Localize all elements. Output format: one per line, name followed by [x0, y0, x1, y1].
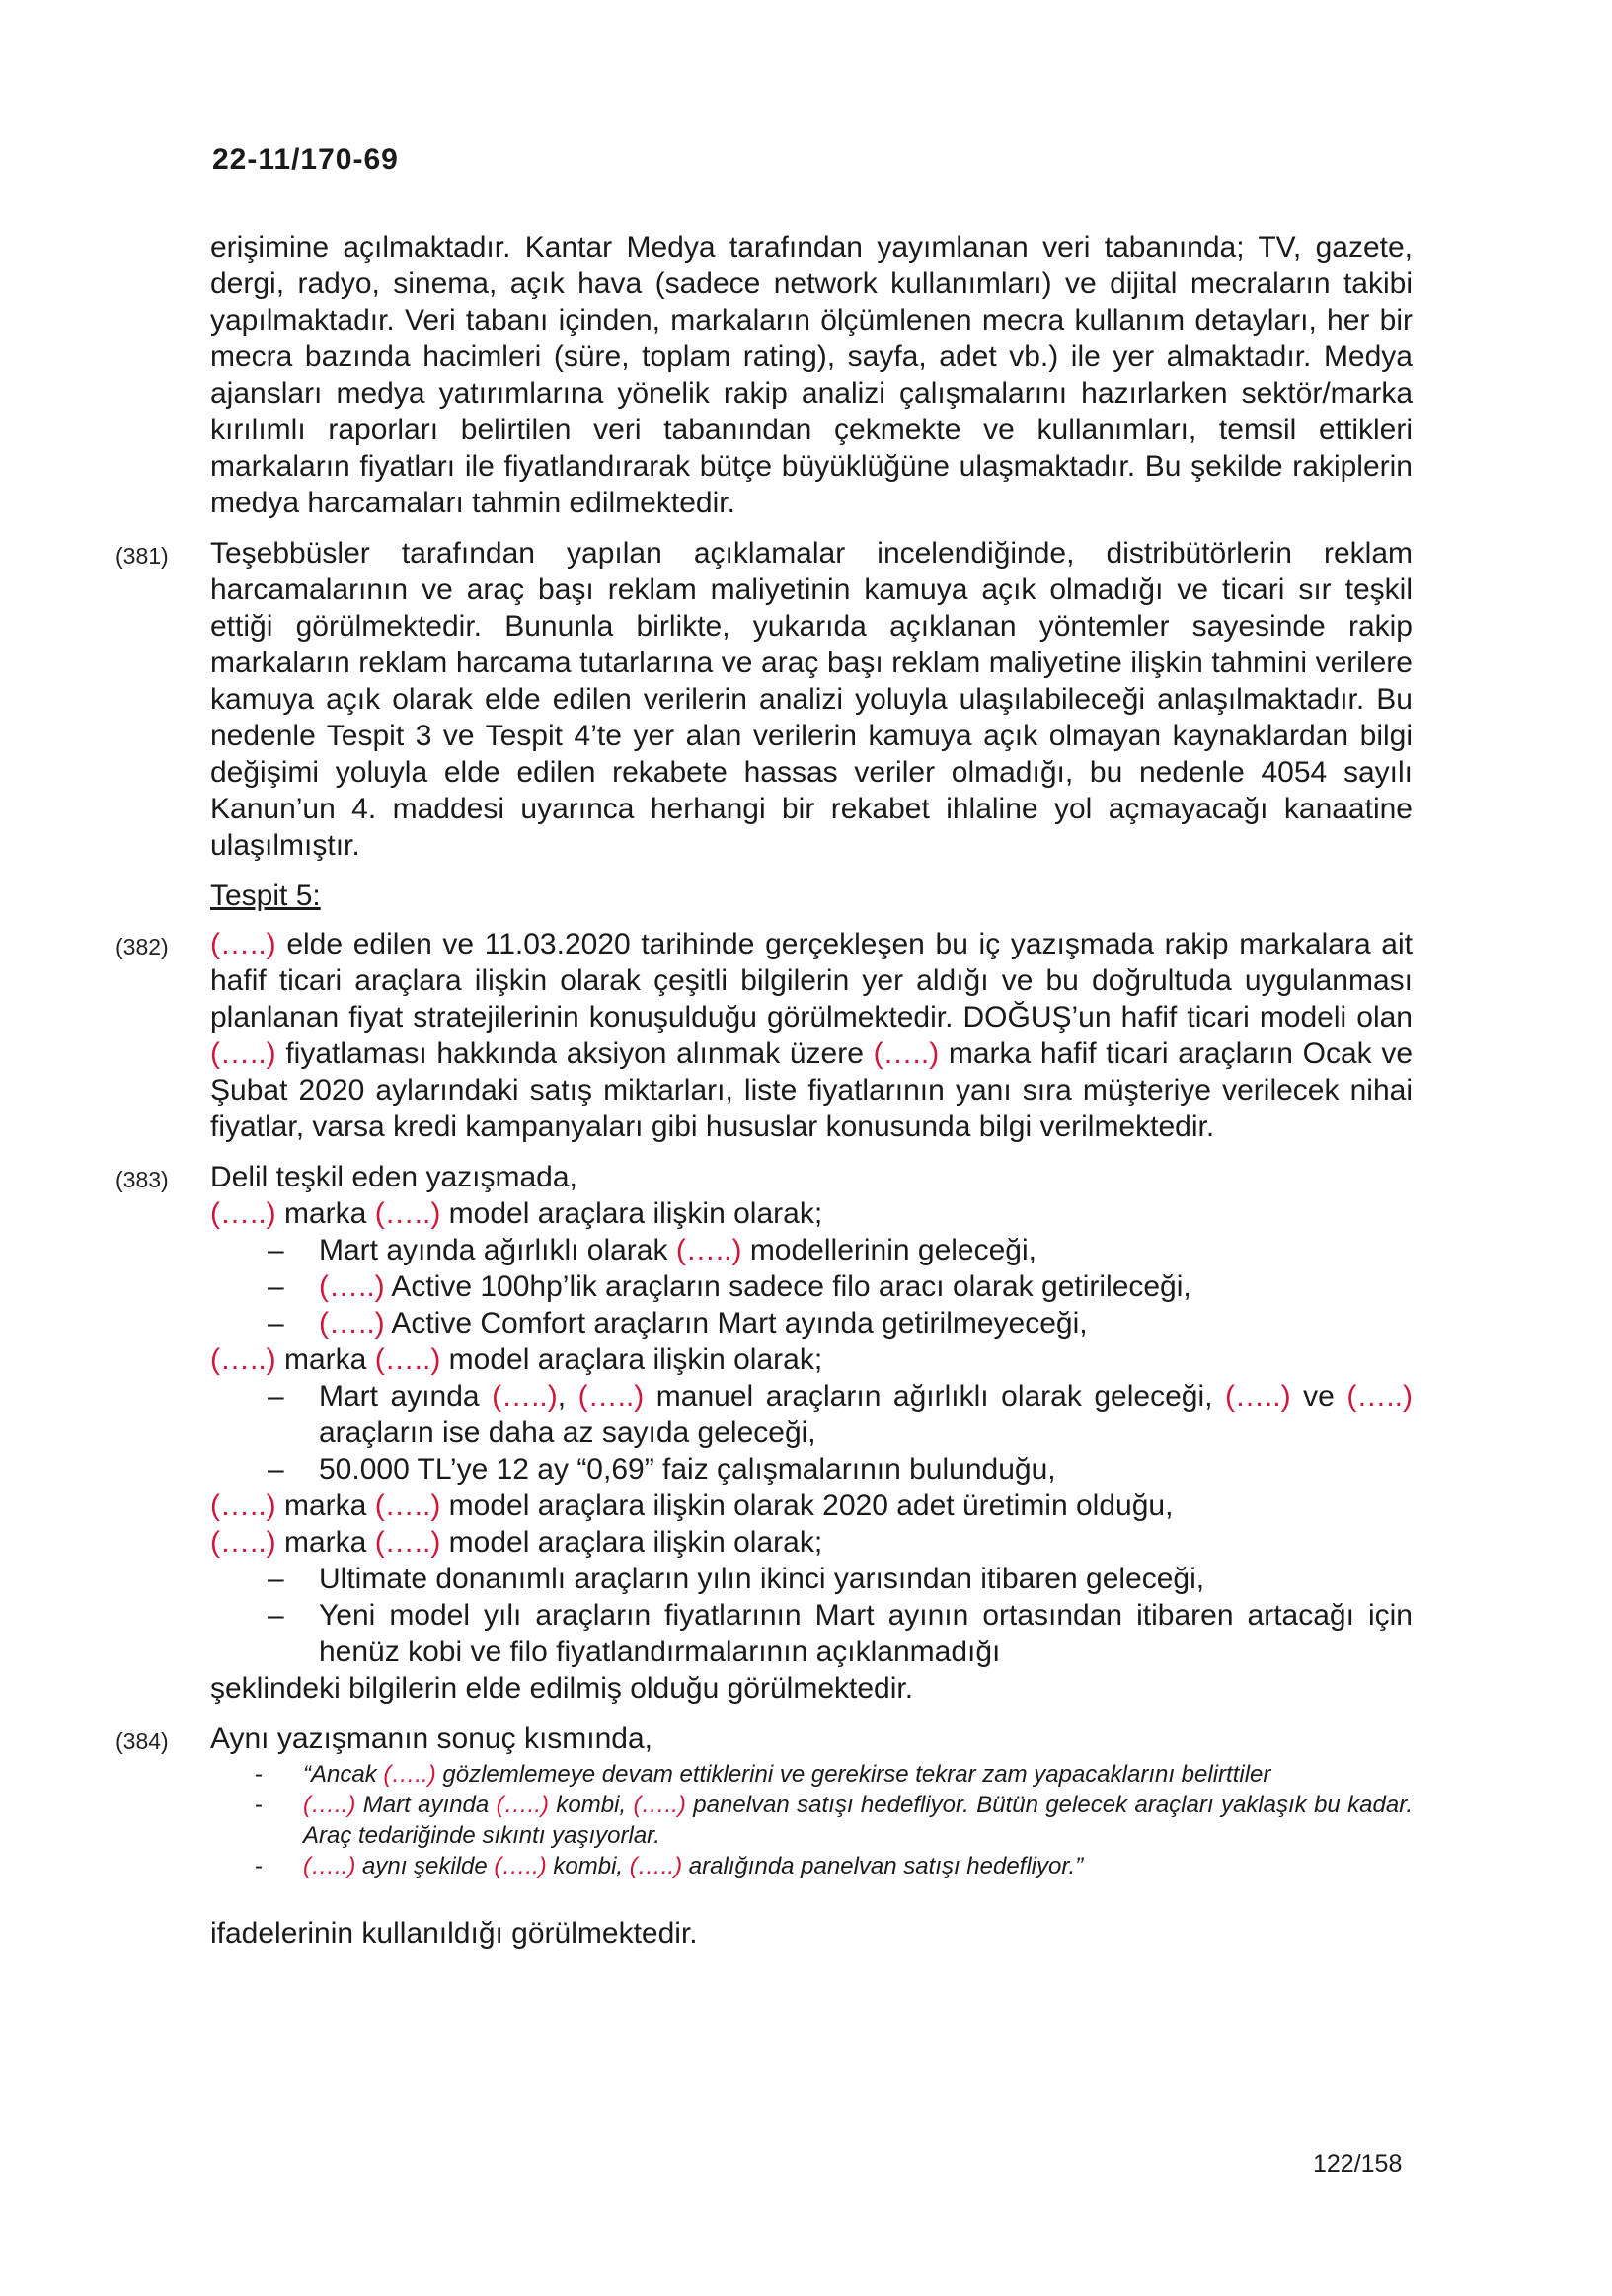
text: Active 100hp’lik araçların sadece filo aracı olarak getirileceği,: [384, 1270, 1191, 1303]
redaction: (…..): [374, 1526, 441, 1559]
text: aralığında panelvan satışı hedefliyor.”: [682, 1853, 1084, 1879]
redaction: (…..): [210, 928, 276, 960]
paragraph-text: marka hafif ticari araçların Ocak ve Şubat 2020 aylarındaki satış miktarları, liste fiyatlarının yanı sıra müşteriye verilecek nihai fiyatlar, varsa kredi kampanyaları gibi hususlar konusunda bilgi verilmektedir.: [210, 1037, 1413, 1143]
intro-paragraph: erişimine açılmaktadır. Kantar Medya tarafından yayımlanan veri tabanında; TV, gazete, dergi, radyo, sinema, açık hava (sadece network kullanımları) ve dijital mecraların takibi yapılmaktadır. Veri tabanı içinden, markaların ölçümlenen mecra kullanım detayları, her bir mecra bazında hacimleri (süre, toplam rating), sayfa, adet vb.) ile yer almaktadır. Medya ajansları medya yatırımlarına yönelik rakip analizi çalışmalarını hazırlarken sektör/marka kırılımlı raporları belirtilen veri tabanından çekmekte ve kullanımları, temsil ettikleri markaların fiyatları ile fiyatlandırarak bütçe büyüklüğüne ulaşmaktadır. Bu şekilde rakiplerin medya harcamaları tahmin edilmektedir.: [210, 231, 1413, 519]
list-item: [210, 1268, 1413, 1305]
redaction: (…..): [374, 1343, 441, 1376]
paragraph-text: Teşebbüsler tarafından yapılan açıklamalar incelendiğinde, distribütörlerin reklam harcamalarının ve araç başı reklam maliyetinin kamuya açık olmadığı ve ticari sır teşkil ettiği görülmektedir. Bununla birlikte, yukarıda açıklanan yöntemler sayesinde rakip markaların reklam harcama tutarlarına ve araç başı reklam maliyetine ilişkin tahmini verilere kamuya açık olarak elde edilen verilerin analizi yoluyla ulaşılabileceği anlaşılmaktadır. Bu nedenle Tespit 3 ve Tespit 4’te yer alan verilerin kamuya açık olmayan kaynaklardan bilgi değişimi yoluyla elde edilen rekabete hassas veriler olmadığı, bu nedenle 4054 sayılı Kanun’un 4. maddesi uyarınca herhangi bir rekabet ihlaline yol açmayacağı kanaatine ulaşılmıştır.: [210, 537, 1413, 862]
text: model araçlara ilişkin olarak;: [440, 1197, 823, 1230]
text: marka: [275, 1197, 375, 1230]
text: marka: [275, 1490, 375, 1522]
paragraph-number: (382): [115, 934, 169, 959]
redaction: (…..): [303, 1853, 356, 1879]
text: marka: [275, 1343, 375, 1376]
text: Mart ayında: [355, 1792, 497, 1818]
paragraph-text: fiyatlaması hakkında aksiyon alınmak üzere: [275, 1037, 874, 1070]
redaction: (…..): [1224, 1380, 1291, 1413]
text: aynı şekilde: [355, 1853, 495, 1879]
redaction: (…..): [496, 1792, 549, 1818]
redaction: (…..): [319, 1307, 385, 1339]
list-item: [210, 1232, 1413, 1268]
redaction: (…..): [374, 1197, 441, 1230]
redaction: (…..): [383, 1761, 436, 1788]
paragraph-number: (383): [115, 1167, 169, 1192]
redaction: (…..): [210, 1343, 276, 1376]
redaction: (…..): [633, 1792, 686, 1818]
dash-marker: -: [255, 1761, 263, 1788]
text: araçların ise daha az sayıda geleceği,: [319, 1416, 816, 1449]
paragraph-384: [115, 1721, 1413, 1952]
text: Mart ayında: [319, 1380, 493, 1413]
text: kombi,: [549, 1792, 634, 1818]
redaction: (…..): [303, 1792, 356, 1818]
redaction: (…..): [210, 1037, 276, 1070]
paragraph-closing: ifadelerinin kullanıldığı görülmektedir.: [210, 1917, 698, 1950]
text: gözlemlemeye devam ettiklerini ve gerekirse tekrar zam yapacaklarını belirttiler: [435, 1761, 1271, 1788]
quote-list: [210, 1759, 1413, 1881]
redaction: (…..): [629, 1853, 683, 1879]
brand-line: [210, 1195, 1413, 1232]
redaction: (…..): [210, 1197, 276, 1230]
text: model araçlara ilişkin olarak 2020 adet üretimin olduğu,: [440, 1490, 1174, 1522]
text: modellerinin geleceği,: [741, 1234, 1036, 1266]
text: manuel araçların ağırlıklı olarak geleceği,: [644, 1380, 1225, 1413]
list-item: [210, 1597, 1413, 1670]
text: marka: [275, 1526, 375, 1559]
dash-marker: –: [268, 1380, 284, 1413]
brand-line: [210, 1488, 1413, 1524]
dash-marker: –: [268, 1234, 284, 1266]
text: kombi,: [546, 1853, 630, 1879]
redaction: (…..): [210, 1526, 276, 1559]
document-body: [115, 229, 1413, 1965]
redaction: (…..): [494, 1853, 547, 1879]
spacer: [210, 1881, 1413, 1915]
paragraph-number: (381): [115, 543, 169, 569]
dash-marker: -: [255, 1853, 263, 1879]
dash-marker: –: [268, 1599, 284, 1632]
redaction: (…..): [319, 1270, 385, 1303]
dash-marker: –: [268, 1453, 284, 1486]
paragraph-383: [115, 1159, 1413, 1707]
dash-marker: -: [255, 1792, 263, 1818]
redaction: (…..): [492, 1380, 558, 1413]
text: 50.000 TL’ye 12 ay “0,69” faiz çalışmalarının bulunduğu,: [319, 1453, 1056, 1486]
text: model araçlara ilişkin olarak;: [440, 1343, 823, 1376]
dash-marker: –: [268, 1270, 284, 1303]
redaction: (…..): [210, 1490, 276, 1522]
list-item: [210, 1451, 1413, 1488]
list-item: [210, 1378, 1413, 1451]
paragraph-closing: şeklindeki bilgilerin elde edilmiş olduğu görülmektedir.: [210, 1672, 914, 1705]
paragraph-intro: Aynı yazışmanın sonuç kısmında,: [210, 1722, 652, 1755]
paragraph-382: [115, 926, 1413, 1145]
brand-line: [210, 1341, 1413, 1378]
paragraph-381: [115, 535, 1413, 864]
paragraph-number: (384): [115, 1728, 169, 1754]
list-item: [210, 1305, 1413, 1341]
dash-marker: –: [268, 1563, 284, 1595]
page-number: 122/158: [1313, 2150, 1403, 2178]
text: Active Comfort araçların Mart ayında getirilmeyeceği,: [384, 1307, 1088, 1339]
redaction: (…..): [374, 1490, 441, 1522]
paragraph-text: elde edilen ve 11.03.2020 tarihinde gerçekleşen bu iç yazışmada rakip markalara ait hafif ticari araçlara ilişkin olarak çeşitli bilgilerin yer aldığı ve bu doğrultuda uygulanması planlanan fiyat stratejilerinin konuşulduğu görülmektedir. DOĞUŞ’un hafif ticari modeli olan: [210, 928, 1413, 1033]
quote-item: [210, 1759, 1413, 1790]
text: ve: [1290, 1380, 1347, 1413]
quote-item: [210, 1851, 1413, 1881]
text: Yeni model yılı araçların fiyatlarının Mart ayının ortasından itibaren artacağı için henüz kobi ve filo fiyatlandırmalarının açıklanmadığı: [319, 1599, 1413, 1668]
text: Ultimate donanımlı araçların yılın ikinci yarısından itibaren geleceği,: [319, 1563, 1205, 1595]
list-item: [210, 1561, 1413, 1597]
redaction: (…..): [675, 1234, 742, 1266]
text: Mart ayında ağırlıklı olarak: [319, 1234, 676, 1266]
text: “Ancak: [303, 1761, 384, 1788]
quote-item: [210, 1790, 1413, 1851]
redaction: (…..): [577, 1380, 645, 1413]
document-code: 22-11/170-69: [212, 143, 399, 176]
paragraph-intro: Delil teşkil eden yazışmada,: [210, 1161, 577, 1193]
brand-line: [210, 1524, 1413, 1561]
dash-marker: –: [268, 1307, 284, 1339]
text: ,: [557, 1380, 578, 1413]
redaction: (…..): [873, 1037, 940, 1070]
text: model araçlara ilişkin olarak;: [440, 1526, 823, 1559]
text: panelvan satışı hedefliyor. Bütün gelecek araçları yaklaşık bu kadar. Araç tedariğinde sıkıntı yaşıyorlar.: [303, 1792, 1413, 1849]
section-heading-tespit-5: Tespit 5:: [210, 880, 321, 912]
redaction: (…..): [1346, 1380, 1413, 1413]
